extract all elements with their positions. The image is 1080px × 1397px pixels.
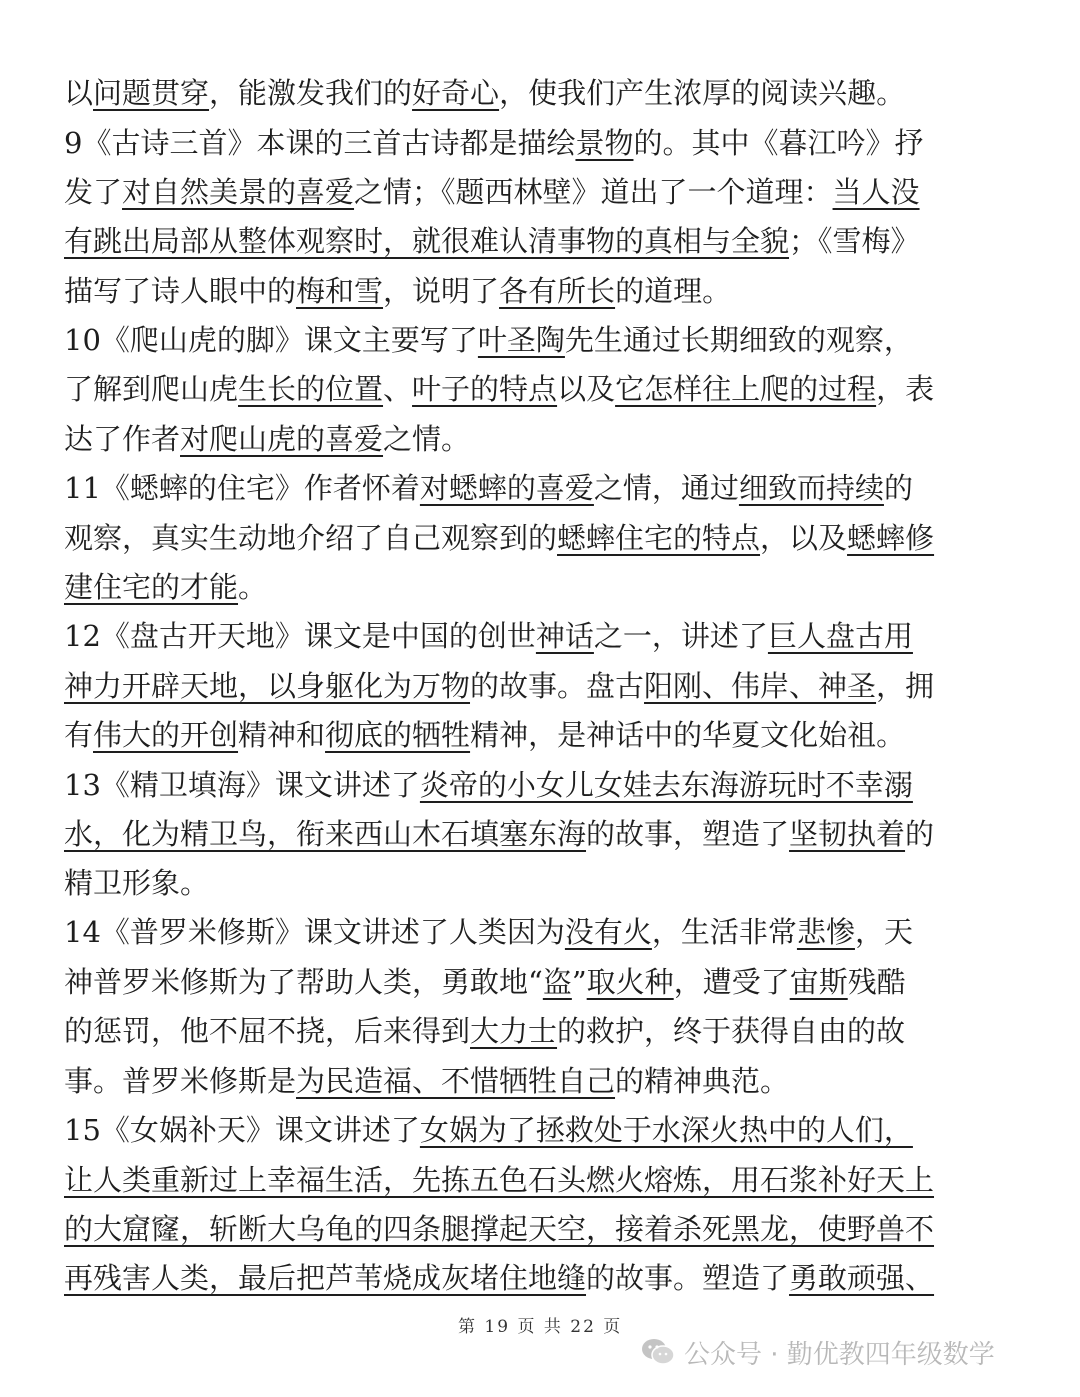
underlined-answer: 没有火	[564, 915, 652, 949]
text-line	[64, 118, 1016, 168]
text-segment: 14《普罗米修斯》课文讲述了人类因为	[64, 915, 565, 949]
underlined-answer: 取火种	[586, 965, 674, 999]
text-segment: 的道理。	[615, 274, 732, 308]
text-segment: 以	[64, 76, 94, 110]
text-segment: 之一，讲述了	[593, 619, 768, 653]
text-segment: ”	[571, 965, 587, 999]
text-segment: 精神，是神话中的华夏文化始祖。	[470, 718, 906, 752]
watermark	[640, 1330, 995, 1374]
underlined-answer: 盗	[542, 965, 572, 999]
text-line	[64, 167, 1016, 217]
underlined-answer: 宙斯	[789, 965, 848, 999]
underlined-answer: 阳刚、伟岸、神圣	[644, 669, 877, 703]
underlined-answer: 对自然美景的喜爱	[122, 175, 355, 209]
underlined-answer: 叶圣陶	[477, 323, 565, 357]
text-segment: ，生活非常	[651, 915, 797, 949]
text-segment: 的	[883, 471, 913, 505]
text-line	[64, 414, 1016, 464]
text-segment: 的精神典范。	[615, 1064, 790, 1098]
underlined-answer: 神话	[535, 619, 594, 653]
text-segment: 的故事。盘古	[470, 669, 645, 703]
underlined-answer: 有跳出局部从整体观察时，就很难认清事物的真相与全貌	[64, 224, 790, 258]
underlined-answer: 神力开辟天地，以身躯化为万物	[64, 669, 471, 703]
text-segment: 了解到爬山虎	[64, 372, 239, 406]
text-line	[64, 315, 1016, 365]
underlined-answer: 叶子的特点	[412, 372, 558, 406]
underlined-answer: 让人类重新过上幸福生活，先拣五色石头燃火熔炼，用石浆补好天上	[64, 1163, 935, 1197]
underlined-answer: 景物	[575, 126, 634, 160]
text-segment: 的惩罚，他不屈不挠，后来得到	[64, 1014, 471, 1048]
text-line	[64, 68, 1016, 118]
text-segment: 神普罗米修斯为了帮助人类，勇敢地“	[64, 965, 543, 999]
text-segment: ，拥	[876, 669, 935, 703]
text-segment: 之情。	[383, 422, 471, 456]
underlined-answer: 各有所长	[499, 274, 616, 308]
underlined-answer: 当人没	[832, 175, 920, 209]
watermark-text: 公众号 · 勤优教四年级数学	[684, 1339, 995, 1370]
text-segment: ，说明了	[383, 274, 500, 308]
text-segment: 的故事，塑造了	[586, 817, 790, 851]
underlined-answer: 蟋蟀修	[847, 521, 935, 555]
text-segment: 观察，真实生动地介绍了自己观察到的	[64, 521, 558, 555]
underlined-answer: 梅和雪	[296, 274, 384, 308]
text-line	[64, 957, 1016, 1007]
text-segment: 之情，通过	[593, 471, 739, 505]
text-segment: ，表	[876, 372, 935, 406]
text-segment: 以及	[557, 372, 616, 406]
text-segment: 之情；《题西林壁》道出了一个道理：	[354, 175, 833, 209]
text-segment: 精神和	[238, 718, 326, 752]
text-line	[64, 809, 1016, 859]
underlined-answer: 生长的位置	[238, 372, 384, 406]
underlined-answer: 水，化为精卫鸟，衔来西山木石填塞东海	[64, 817, 587, 851]
text-line	[64, 1006, 1016, 1056]
underlined-answer: 对蟋蟀的喜爱	[419, 471, 594, 505]
text-segment: 的故事。塑造了	[586, 1261, 790, 1295]
underlined-answer: 勇敢顽强、	[789, 1261, 935, 1295]
underlined-answer: 对爬山虎的喜爱	[180, 422, 384, 456]
text-line	[64, 1253, 1016, 1303]
underlined-answer: 问题贯穿	[93, 76, 210, 110]
text-segment: ，使我们产生浓厚的阅读兴趣。	[499, 76, 906, 110]
text-line	[64, 858, 1016, 908]
text-line	[64, 364, 1016, 414]
text-segment: ，遭受了	[673, 965, 790, 999]
underlined-answer: 悲惨	[796, 915, 855, 949]
underlined-answer: 大力士	[470, 1014, 558, 1048]
text-segment: 11《蟋蟀的住宅》作者怀着	[64, 471, 420, 505]
text-segment: 的。其中《暮江吟》抒	[633, 126, 924, 160]
text-line	[64, 661, 1016, 711]
underlined-answer: 的大窟窿，斩断大乌龟的四条腿撑起天空，接着杀死黑龙，使野兽不	[64, 1212, 935, 1246]
underlined-answer: 好奇心	[412, 76, 500, 110]
text-segment: 的救护，终于获得自由的故	[557, 1014, 906, 1048]
underlined-answer: 细致而持续	[738, 471, 884, 505]
page-number-footer: 第 19 页 共 22 页	[458, 1317, 623, 1337]
text-segment: 9《古诗三首》本课的三首古诗都是描绘	[64, 126, 576, 160]
underlined-answer: 巨人盘古用	[767, 619, 913, 653]
text-line	[64, 463, 1016, 513]
text-line	[64, 513, 1016, 563]
text-line	[64, 1105, 1016, 1155]
text-segment: 描写了诗人眼中的	[64, 274, 297, 308]
text-segment: 15《女娲补天》课文讲述了	[64, 1113, 420, 1147]
text-segment: 。	[238, 570, 268, 604]
text-segment: 12《盘古开天地》课文是中国的创世	[64, 619, 536, 653]
text-line	[64, 266, 1016, 316]
text-segment: ，天	[854, 915, 913, 949]
text-segment: 的	[905, 817, 935, 851]
text-segment: 事。普罗米修斯是	[64, 1064, 297, 1098]
text-segment: 、	[383, 372, 413, 406]
underlined-answer: 彻底的牺牲	[325, 718, 471, 752]
underlined-answer: 坚韧执着	[789, 817, 906, 851]
wechat-icon	[640, 1336, 676, 1368]
text-segment: 残酷	[847, 965, 906, 999]
text-segment: ，以及	[760, 521, 848, 555]
text-line	[64, 1204, 1016, 1254]
text-line	[64, 611, 1016, 661]
text-segment: 10《爬山虎的脚》课文主要写了	[64, 323, 478, 357]
text-line	[64, 907, 1016, 957]
text-line	[64, 216, 1016, 266]
underlined-answer: 为民造福、不惜牺牲自己	[296, 1064, 616, 1098]
underlined-answer: 建住宅的才能	[64, 570, 239, 604]
underlined-answer: 它怎样往上爬的过程	[615, 372, 877, 406]
text-segment: 13《精卫填海》课文讲述了	[64, 768, 420, 802]
underlined-answer: 伟大的开创	[93, 718, 239, 752]
text-segment: 发了	[64, 175, 123, 209]
text-line	[64, 760, 1016, 810]
text-line	[64, 710, 1016, 760]
text-segment: 有	[64, 718, 94, 752]
text-segment: 达了作者	[64, 422, 181, 456]
underlined-answer: 蟋蟀住宅的特点	[557, 521, 761, 555]
underlined-answer: 炎帝的小女儿女娃去东海游玩时不幸溺	[419, 768, 913, 802]
text-segment: ，能激发我们的	[209, 76, 413, 110]
text-segment: 先生通过长期细致的观察，	[564, 323, 913, 357]
text-segment: ；《雪梅》	[789, 224, 920, 258]
text-line	[64, 1155, 1016, 1205]
text-line	[64, 562, 1016, 612]
underlined-answer: 再残害人类，最后把芦苇烧成灰堵住地缝	[64, 1261, 587, 1295]
text-segment: 精卫形象。	[64, 866, 210, 900]
underlined-answer: 女娲为了拯救处于水深火热中的人们，	[419, 1113, 913, 1147]
text-line	[64, 1056, 1016, 1106]
